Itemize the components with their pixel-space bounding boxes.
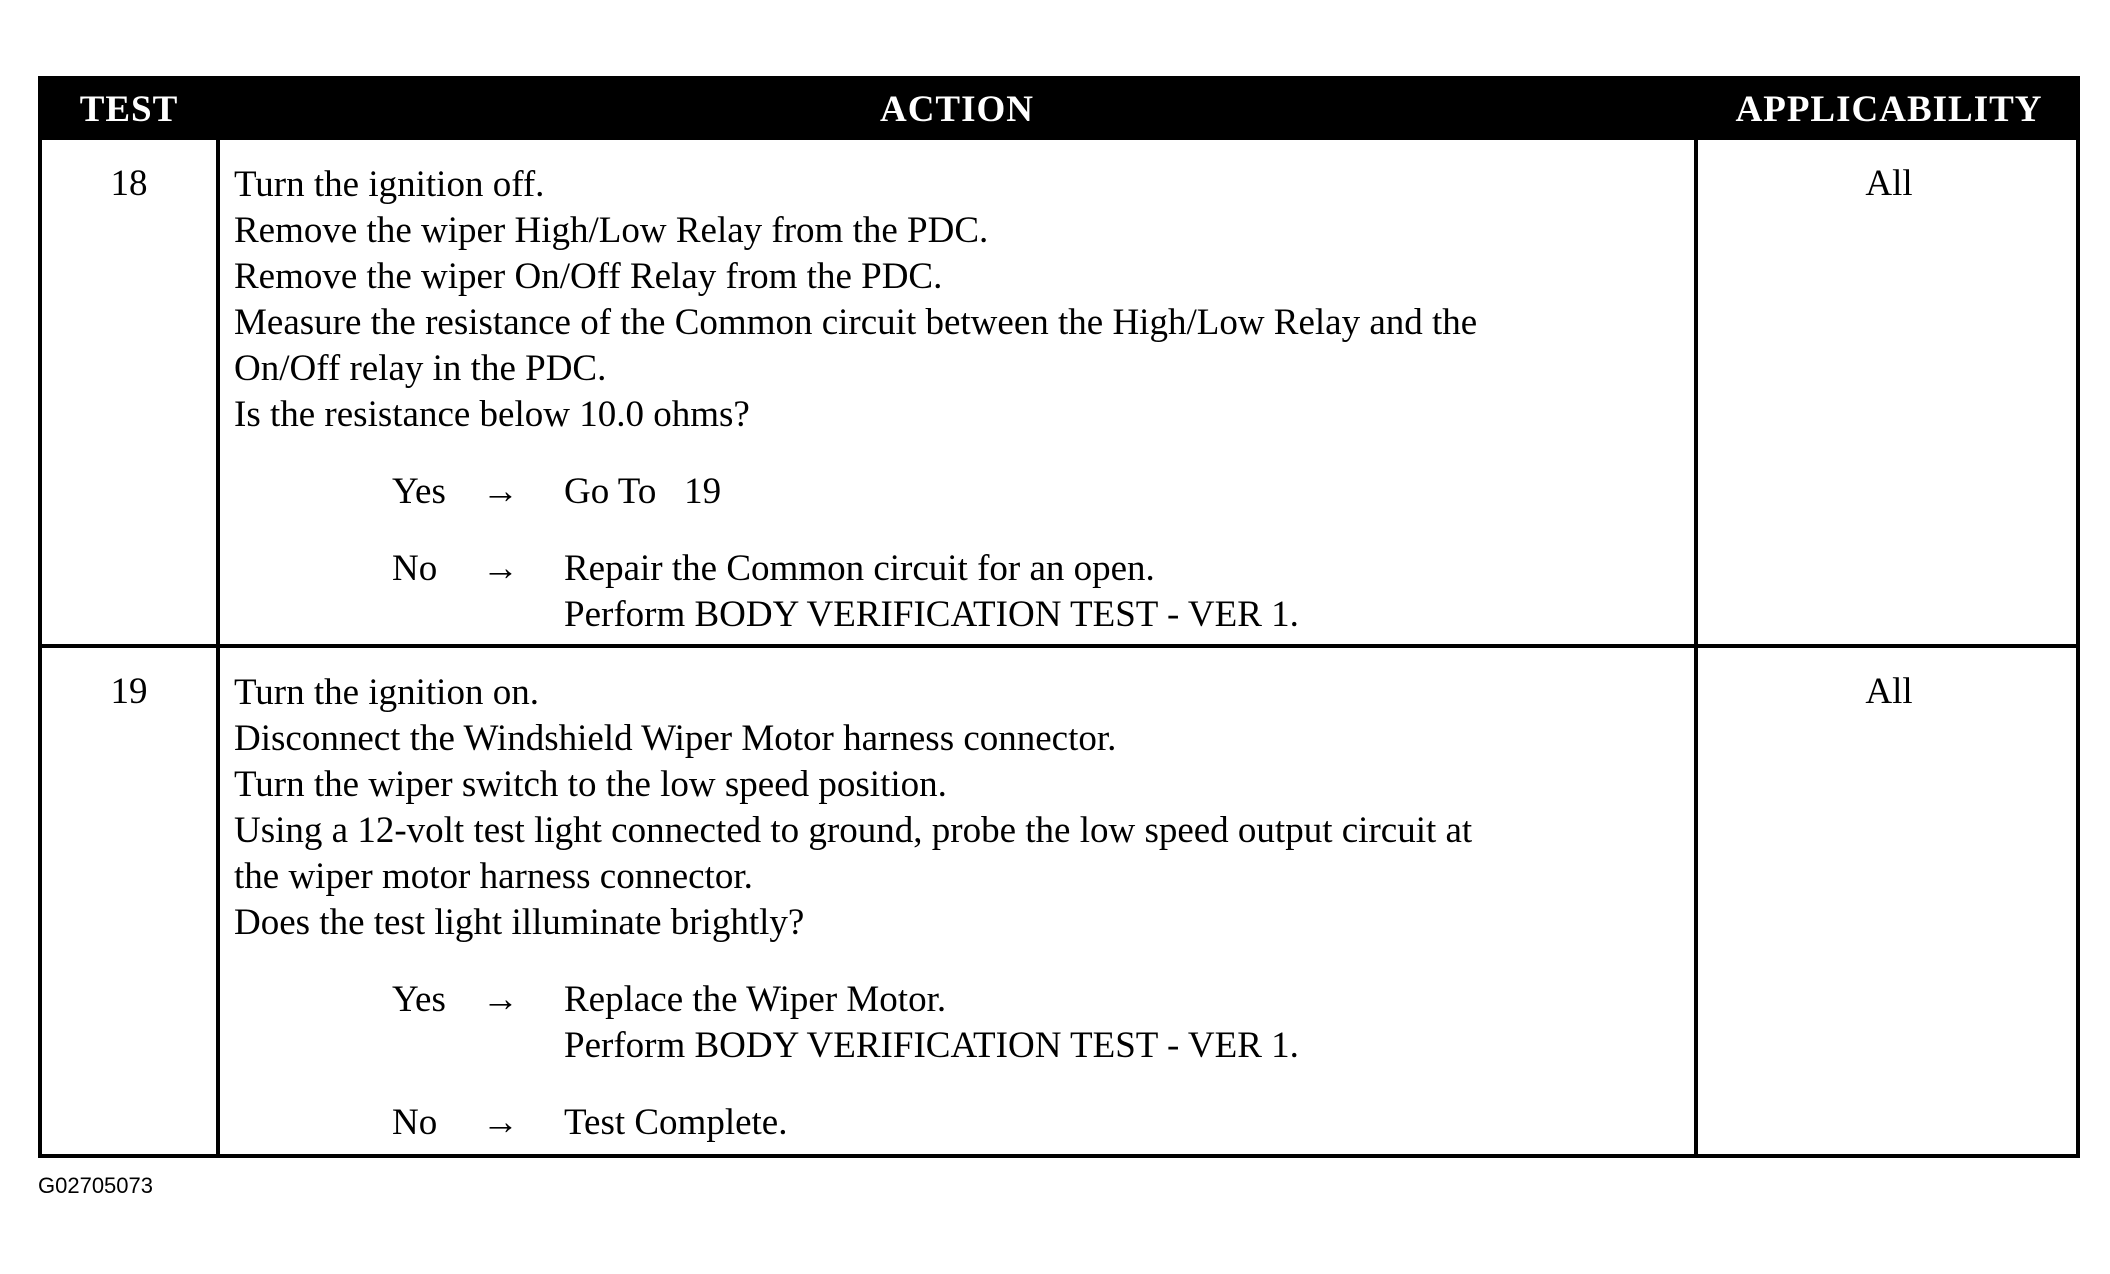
- yes-result: Go To 19: [564, 471, 722, 512]
- arrow-icon: →: [482, 1102, 519, 1143]
- figure-code: G02705073: [38, 1173, 153, 1198]
- action-step: On/Off relay in the PDC.: [234, 348, 607, 389]
- no-label: No: [392, 548, 438, 589]
- no-choice-continued: [234, 592, 1694, 638]
- action-step: Remove the wiper High/Low Relay from the PDC.: [234, 210, 989, 251]
- arrow-icon: →: [482, 979, 519, 1020]
- no-label: No: [392, 1102, 438, 1143]
- action-step: Is the resistance below 10.0 ohms?: [234, 394, 750, 435]
- action-step: Using a 12-volt test light connected to ground, probe the low speed output circuit at: [234, 810, 1473, 851]
- action-step: Turn the ignition off.: [234, 164, 545, 205]
- action-cell: [234, 162, 1694, 638]
- no-choice: [234, 546, 1694, 592]
- applicability-cell: All: [1865, 671, 1913, 712]
- action-cell: [234, 670, 1694, 1146]
- action-step: Turn the wiper switch to the low speed position.: [234, 764, 947, 805]
- no-result: Repair the Common circuit for an open.: [564, 548, 1155, 589]
- action-step: Does the test light illuminate brightly?: [234, 902, 805, 943]
- yes-result-2: Perform BODY VERIFICATION TEST - VER 1.: [564, 1025, 1299, 1066]
- yes-choice-continued: [234, 1023, 1694, 1069]
- action-step: Turn the ignition on.: [234, 672, 539, 713]
- header-test: TEST: [79, 89, 179, 130]
- table-header: [42, 80, 2076, 140]
- action-step: Disconnect the Windshield Wiper Motor harness connector.: [234, 718, 1117, 759]
- action-step: Measure the resistance of the Common circuit between the High/Low Relay and the: [234, 302, 1478, 343]
- applicability-cell: All: [1865, 163, 1913, 204]
- yes-label: Yes: [392, 471, 446, 512]
- test-number: 19: [110, 671, 148, 712]
- no-result: Test Complete.: [564, 1102, 788, 1143]
- test-number: 18: [110, 163, 148, 204]
- arrow-icon: →: [482, 471, 519, 512]
- header-action: ACTION: [879, 89, 1035, 130]
- action-step: the wiper motor harness connector.: [234, 856, 753, 897]
- yes-result: Replace the Wiper Motor.: [564, 979, 947, 1020]
- table-row: [42, 648, 2076, 1154]
- no-choice: [234, 1100, 1694, 1146]
- no-result-2: Perform BODY VERIFICATION TEST - VER 1.: [564, 594, 1299, 635]
- arrow-icon: →: [482, 548, 519, 589]
- header-applicability: APPLICABILITY: [1735, 89, 2043, 130]
- action-step: Remove the wiper On/Off Relay from the PDC.: [234, 256, 943, 297]
- table-row: [42, 140, 2076, 644]
- yes-choice: [234, 977, 1694, 1023]
- yes-label: Yes: [392, 979, 446, 1020]
- diagnostic-test-table: [38, 76, 2080, 1158]
- yes-choice: [234, 469, 1694, 515]
